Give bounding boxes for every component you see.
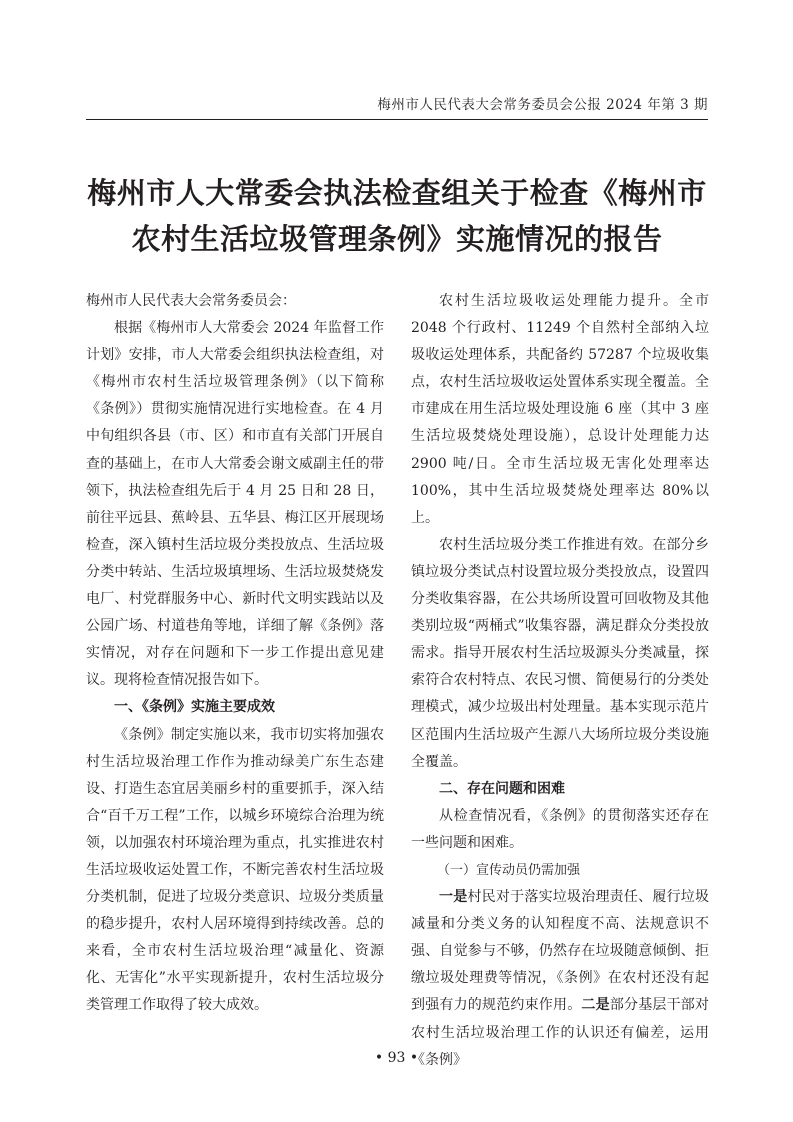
- right-column: [411, 288, 709, 1074]
- subsection-1-heading: （一）宣传动员仍需加强: [437, 862, 581, 878]
- title-line-1: 梅州市人大常委会执法检查组关于检查《梅州市: [87, 176, 707, 210]
- section-2-paragraph: 从检查情况看，《条例》的贯彻落实还存在一些问题和困难。: [411, 807, 709, 851]
- problems-paragraph: [411, 884, 709, 1074]
- lead-two: 二是: [581, 997, 610, 1014]
- section-1-paragraph: 《条例》制定实施以来，我市切实将加强农村生活垃圾治理工作作为推动绿美广东生态建设、打造生态宜居美丽乡村的重要抓手，深入结合“百千万工程”工作，以城乡环境综合治理为统领，以加强农村环境治理为重点，扎实推进农村生活垃圾收运处置工作，不断完善农村生活垃圾分类机制，促进了垃圾分类意识、垃圾分类质量的稳步提升，农村人居环境得到持续改善。总的来看，全市农村生活垃圾治理“减量化、资源化、无害化”水平实现新提升，农村生活垃圾分类管理工作取得了较大成效。: [86, 726, 384, 1014]
- header-rule: [86, 119, 708, 120]
- classification-paragraph: 农村生活垃圾分类工作推进有效。在部分乡镇垃圾分类试点村设置垃圾分类投放点，设置四分类收集容器，在公共场所设置可回收物及其他类别垃圾“两桶式”收集容器，满足群众分类投放需求。指导开展农村生活垃圾源头分类减量，探索符合农村特点、农民习惯、简便易行的分类处理模式，减少垃圾出村处理量。基本实现示范片区范围内生活垃圾产生源八大场所垃圾分类设施全覆盖。: [411, 536, 709, 770]
- capacity-paragraph: 农村生活垃圾收运处理能力提升。全市 2048 个行政村、11249 个自然村全部纳入垃圾收运处理体系，共配备约 57287 个垃圾收集点，农村生活垃圾收运处置体系实现全覆盖。全市建成在用生活垃圾处理设施 6 座（其中 3 座生活垃圾焚烧处理设施），总设计处理能力达 2900 吨/日。全市生活垃圾无害化处理率达 100%，其中生活垃圾焚烧处理率达 80%以上。: [411, 293, 709, 526]
- running-head: 梅州市人民代表大会常务委员会公报 2024 年第 3 期: [377, 97, 708, 113]
- document-title: [86, 170, 708, 262]
- salutation: 梅州市人民代表大会常务委员会：: [86, 293, 296, 309]
- section-2-heading: 二、存在问题和困难: [439, 780, 565, 797]
- page-number: • 93 •: [374, 1050, 419, 1066]
- intro-paragraph: 根据《梅州市人大常委会 2024 年监督工作计划》安排，市人大常委会组织执法检查组，对《梅州市农村生活垃圾管理条例》（以下简称《条例》）贯彻实施情况进行实地检查。在 4 月中旬组织各县（市、区）和市直有关部门开展自查的基础上，在市人大常委会谢文威副主任的带领下，执法检查组先后于 4 月 25 日和 28 日，前往平远县、蕉岭县、五华县、梅江区开展现场检查，深入镇村生活垃圾分类投放点、生活垃圾分类中转站、生活垃圾填埋场、生活垃圾焚烧发电厂、村党群服务中心、新时代文明实践站以及公园广场、村道巷角等地，详细了解《条例》落实情况，对存在问题和下一步工作提出意见建议。现将检查情况报告如下。: [86, 320, 384, 689]
- title-line-2: 农村生活垃圾管理条例》实施情况的报告: [131, 222, 663, 256]
- left-column: [86, 288, 384, 1020]
- lead-one: 一是: [439, 889, 468, 906]
- problems-text-a: 村民对于落实垃圾治理责任、履行垃圾减量和分类义务的认知程度不高、法规意识不强、自觉参与不够，仍然存在垃圾随意倾倒、拒缴垃圾处理费等情况，《条例》在农村还没有起到强有力的规范约束作用。: [411, 889, 710, 1014]
- problems-text-b: 部分基层干部对农村生活垃圾治理工作的认识还有偏差，运用《条例》: [411, 997, 710, 1068]
- section-1-heading: 一、《条例》实施主要成效: [114, 699, 275, 716]
